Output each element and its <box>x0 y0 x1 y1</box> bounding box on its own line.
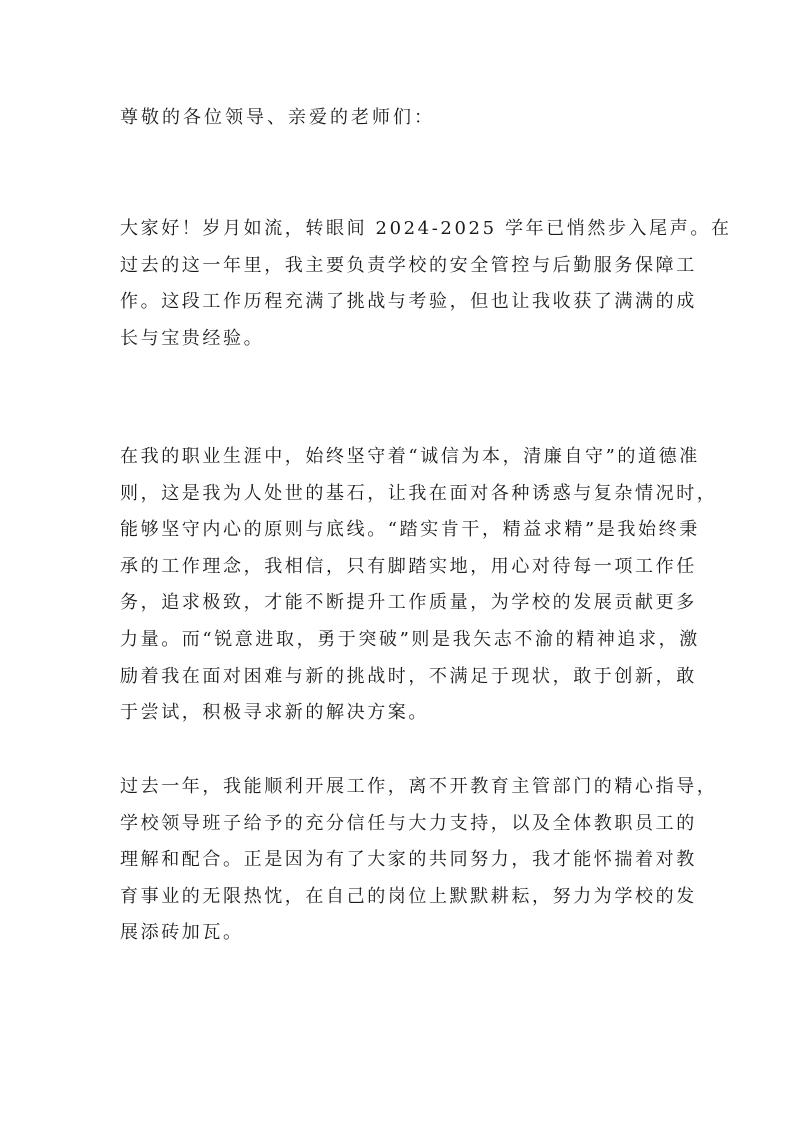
text-line: 则，这是我为人处世的基石，让我在面对各种诱惑与复杂情况时， <box>120 482 718 504</box>
text-line: 大家好！岁月如流，转眼间 2024-2025 学年已悄然步入尾声。在 <box>120 218 732 239</box>
text-line: 于尝试，积极寻求新的解决方案。 <box>120 702 429 724</box>
paragraph-principles <box>120 439 718 732</box>
text-line: 承的工作理念，我相信，只有脚踏实地，用心对待每一项工作任 <box>120 555 697 577</box>
text-line: 务，追求极致，才能不断提升工作质量，为学校的发展贡献更多 <box>120 592 697 614</box>
text-line: 理解和配合。正是因为有了大家的共同努力，我才能怀揣着对教 <box>120 849 697 871</box>
paragraph-gratitude <box>120 769 718 952</box>
text-line: 过去一年，我能顺利开展工作，离不开教育主管部门的精心指导， <box>120 776 718 797</box>
text-line: 励着我在面对困难与新的挑战时，不满足于现状，敢于创新，敢 <box>120 665 697 687</box>
text-line: 展添砖加瓦。 <box>120 922 244 944</box>
text-line: 在我的职业生涯中，始终坚守着“诚信为本，清廉自守”的道德准 <box>120 446 700 467</box>
text-line: 学校领导班子给予的充分信任与大力支持，以及全体教职员工的 <box>120 812 697 834</box>
text-line: 能够坚守内心的原则与底线。“踏实肯干，精益求精”是我始终秉 <box>120 519 700 541</box>
salutation: 尊敬的各位领导、亲爱的老师们： <box>120 107 435 128</box>
text-line: 育事业的无限热忱，在自己的岗位上默默耕耘，努力为学校的发 <box>120 885 697 907</box>
text-line: 过去的这一年里，我主要负责学校的安全管控与后勤服务保障工 <box>120 254 697 276</box>
text-line: 力量。而“锐意进取，勇于突破”则是我矢志不渝的精神追求，激 <box>120 628 700 650</box>
text-line: 长与宝贵经验。 <box>120 327 265 349</box>
text-line: 作。这段工作历程充满了挑战与考验，但也让我收获了满满的成 <box>120 291 697 313</box>
paragraph-opening <box>120 211 732 357</box>
